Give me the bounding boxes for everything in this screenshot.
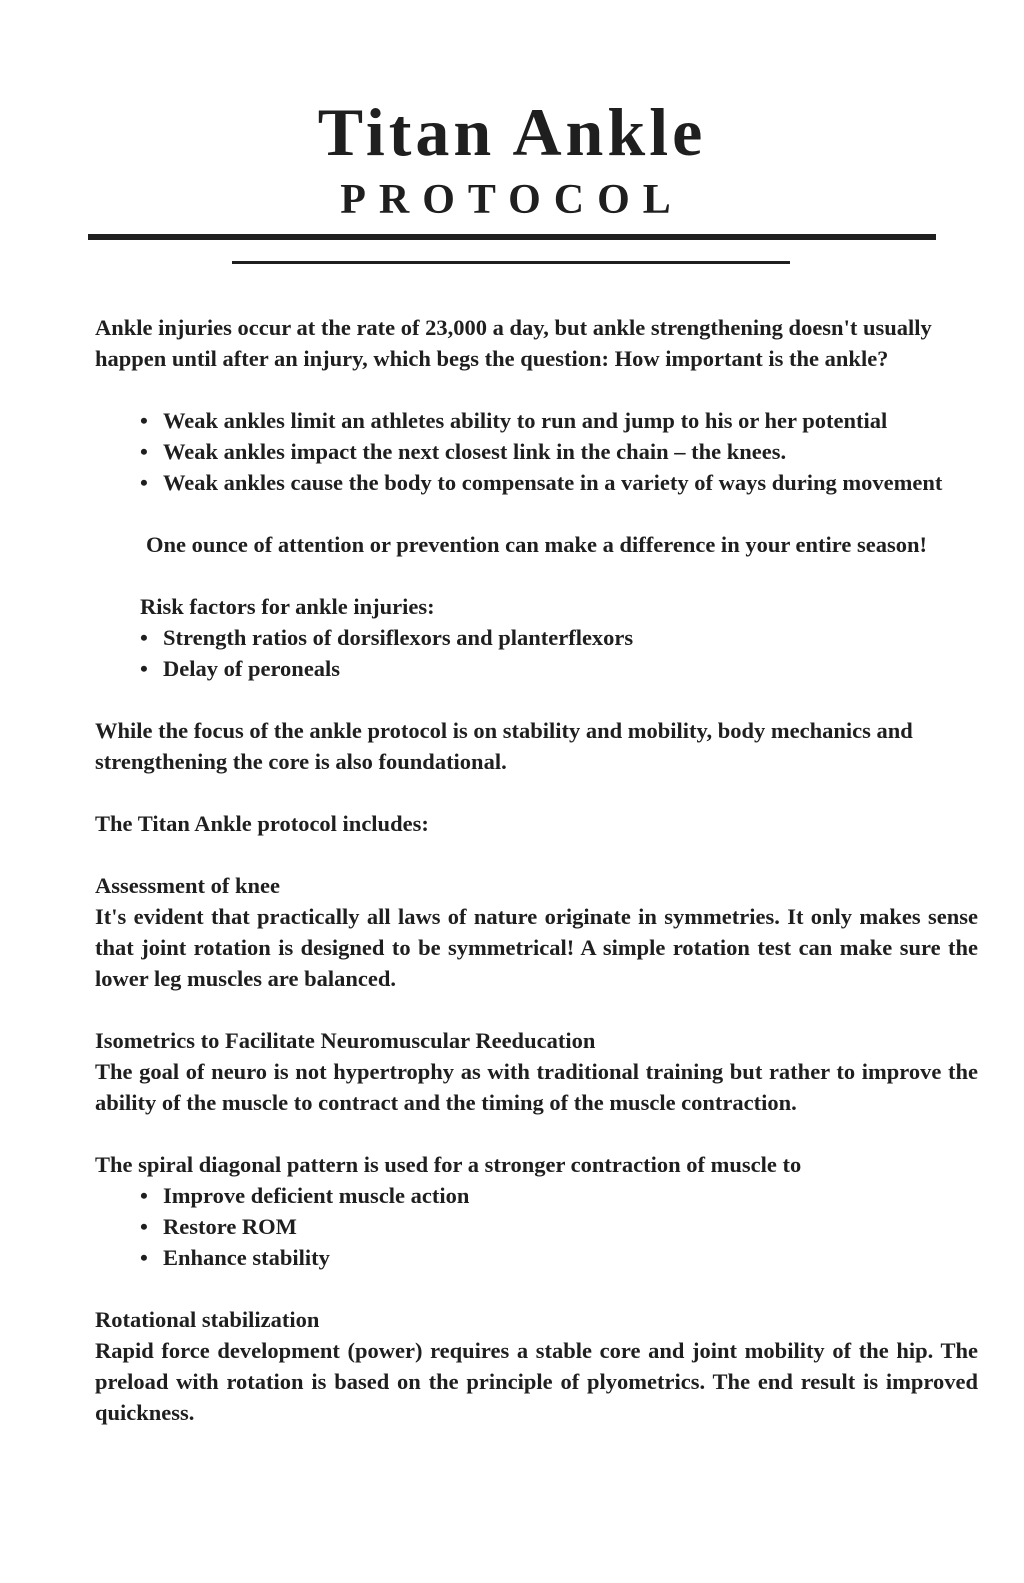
intro-paragraph: Ankle injuries occur at the rate of 23,000 a day, but ankle strengthening doesn't usually happen until after an injury, which begs the question: How important is the ankle?	[95, 315, 932, 371]
title-rule-long	[88, 234, 936, 240]
list-item: • Restore ROM	[163, 1211, 978, 1242]
document-subtitle: PROTOCOL	[340, 177, 684, 223]
isometrics-section-heading: Isometrics to Facilitate Neuromuscular Reeducation	[95, 1028, 596, 1053]
title-rule-short	[232, 261, 790, 264]
knee-section-heading: Assessment of knee	[95, 873, 280, 898]
list-item: • Weak ankles impact the next closest link in the chain – the knees.	[163, 436, 978, 467]
spiral-pattern-list	[95, 1180, 978, 1273]
list-item: • Weak ankles cause the body to compensate in a variety of ways during movement	[163, 467, 978, 498]
isometrics-section-body: The goal of neuro is not hypertrophy as with traditional training but rather to improve the ability of the muscle to contract and the timing of the muscle contraction.	[95, 1059, 978, 1115]
list-item: • Strength ratios of dorsiflexors and planterflexors	[163, 622, 978, 653]
rotational-section-heading: Rotational stabilization	[95, 1307, 320, 1332]
callout-line: One ounce of attention or prevention can make a difference in your entire season!	[146, 532, 927, 557]
knee-section-body: It's evident that practically all laws of nature originate in symmetries. It only makes sense that joint rotation is designed to be symmetrical! A simple rotation test can make sure the lower leg muscles are balanced.	[95, 904, 978, 991]
risk-factors-list	[95, 622, 978, 684]
list-item: • Weak ankles limit an athletes ability to run and jump to his or her potential	[163, 405, 978, 436]
risk-factors-heading: Risk factors for ankle injuries:	[140, 594, 435, 619]
list-item: • Enhance stability	[163, 1242, 978, 1273]
document-body	[95, 312, 978, 1428]
spiral-pattern-intro: The spiral diagonal pattern is used for a stronger contraction of muscle to	[95, 1152, 802, 1177]
document-title: Titan Ankle	[317, 94, 707, 170]
includes-heading: The Titan Ankle protocol includes:	[95, 811, 429, 836]
focus-paragraph: While the focus of the ankle protocol is on stability and mobility, body mechanics and strengthening the core is also foundational.	[95, 718, 913, 774]
rotational-section-body: Rapid force development (power) requires a stable core and joint mobility of the hip. The preload with rotation is based on the principle of plyometrics. The end result is improved quickness.	[95, 1338, 978, 1425]
list-item: • Delay of peroneals	[163, 653, 978, 684]
list-item: • Improve deficient muscle action	[163, 1180, 978, 1211]
intro-bullet-list	[95, 405, 978, 498]
